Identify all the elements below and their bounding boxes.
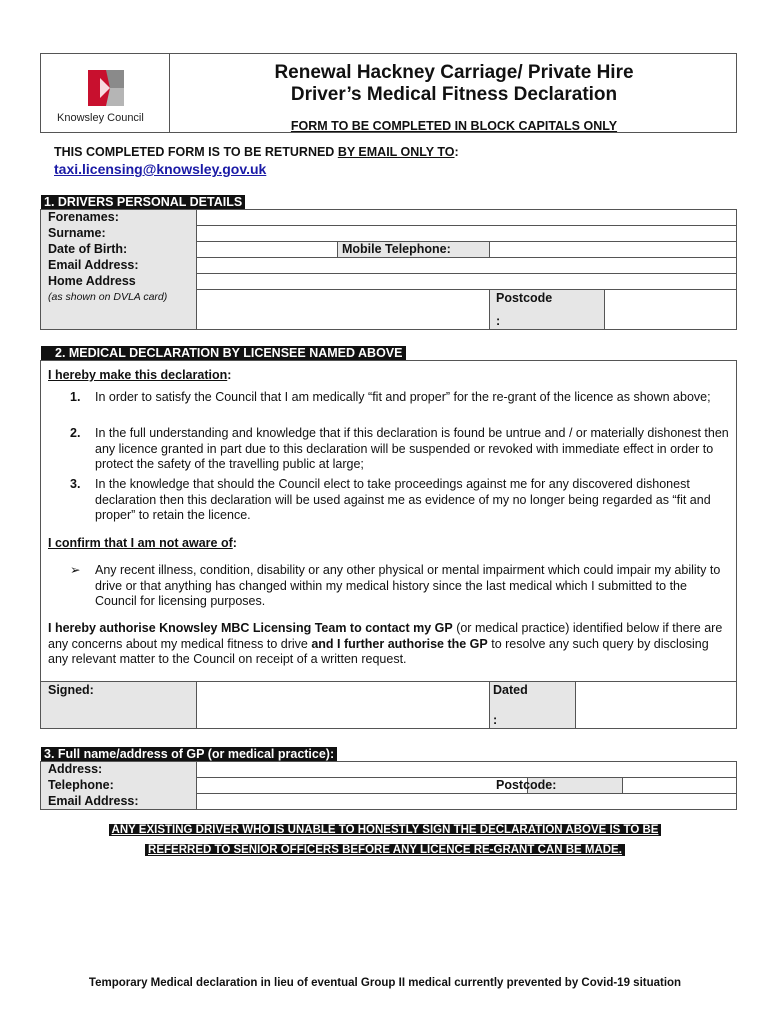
authorise-paragraph — [48, 621, 732, 668]
warning-line-2-text: REFERRED TO SENIOR OFFICERS BEFORE ANY LICENCE RE-GRANT CAN BE MADE. — [145, 844, 625, 856]
warning-line-1-text: ANY EXISTING DRIVER WHO IS UNABLE TO HONESTLY SIGN THE DECLARATION ABOVE IS TO BE — [109, 824, 662, 836]
return-notice — [54, 145, 459, 159]
section2-heading: 2. MEDICAL DECLARATION BY LICENSEE NAMED ABOVE — [41, 346, 406, 360]
surname-field[interactable] — [196, 225, 737, 242]
authorise-bold-2: and I further authorise the GP — [311, 636, 488, 651]
warning-line-2 — [0, 840, 770, 858]
warning-notice — [0, 820, 770, 858]
section3-table — [40, 761, 737, 810]
signature-row — [40, 681, 737, 729]
confirm-intro — [48, 536, 237, 552]
declaration-intro-colon: : — [227, 368, 232, 382]
authorise-bold-1: I hereby authorise Knowsley MBC Licensing Team to contact my GP — [48, 621, 453, 635]
dvla-note: (as shown on DVLA card) — [48, 291, 168, 303]
arrow-bullet-icon: ➢ — [70, 563, 81, 577]
page-subtitle: FORM TO BE COMPLETED IN BLOCK CAPITALS ONLY — [290, 119, 618, 133]
declaration-intro — [48, 368, 231, 384]
return-email-link[interactable]: taxi.licensing@knowsley.gov.uk — [54, 161, 267, 177]
gp-email-label: Email Address: — [48, 794, 139, 808]
section1-heading: 1. DRIVERS PERSONAL DETAILS — [41, 195, 245, 209]
address-field-line2[interactable] — [196, 289, 490, 330]
footer-note: Temporary Medical declaration in lieu of eventual Group II medical currently prevented by Covid-19 situation — [88, 977, 682, 989]
postcode-field[interactable] — [604, 289, 737, 330]
gp-email-field[interactable] — [196, 793, 737, 810]
declaration-intro-text: I hereby make this declaration — [48, 368, 228, 382]
confirm-bullet-item — [70, 563, 730, 610]
forenames-label: Forenames: — [48, 210, 119, 224]
mobile-field[interactable] — [489, 241, 737, 258]
declaration-item-number: 1. — [70, 390, 81, 404]
mobile-label: Mobile Telephone: — [342, 242, 451, 256]
gp-address-field[interactable] — [196, 761, 737, 778]
surname-label: Surname: — [48, 226, 106, 240]
declaration-item-number: 3. — [70, 477, 81, 491]
date-field[interactable] — [575, 681, 737, 729]
dob-field[interactable] — [196, 241, 338, 258]
header-title-box — [169, 53, 737, 133]
gp-telephone-label: Telephone: — [48, 778, 114, 792]
forenames-field[interactable] — [196, 209, 737, 226]
page-title-line1: Renewal Hackney Carriage/ Private Hire — [274, 62, 634, 83]
postcode-label: Postcode — [496, 291, 553, 305]
gp-postcode-label: Postcode: — [496, 778, 557, 792]
declaration-item-number: 2. — [70, 426, 81, 440]
authorise-text-1: (or medical practice) identified below if there are any concerns about my medical fitness to drive — [48, 621, 723, 651]
dated-label: Dated — [493, 683, 528, 697]
postcode-colon: : — [496, 314, 501, 328]
gp-address-label: Address: — [48, 762, 103, 776]
home-address-field[interactable] — [196, 273, 737, 290]
declaration-item-text: In order to satisfy the Council that I am medically “fit and proper” for the re-grant of the licence as shown above; — [95, 390, 711, 404]
section1-table — [40, 209, 737, 330]
warning-line-1 — [0, 820, 770, 838]
header-logo-box — [40, 53, 170, 133]
logo-text: Knowsley Council — [57, 112, 144, 124]
signed-label: Signed: — [48, 683, 94, 697]
confirm-bullet-text: Any recent illness, condition, disability or any other physical or mental impairment which could impair my ability to drive or that anything has changed within my medical history since the last medical which I submitted to the Council for licensing purposes. — [95, 563, 721, 608]
declaration-item-3 — [70, 477, 730, 524]
email-label: Email Address: — [48, 258, 139, 272]
declaration-item-text: In the full understanding and knowledge that if this declaration is found be untrue and / or materially dishonest then any licence granted in part due to this declaration will be suspended or revoked with immediate effect in order to protect the safety of the travelling public at large; — [95, 426, 729, 471]
dob-label: Date of Birth: — [48, 242, 128, 256]
return-notice-suffix: : — [454, 145, 459, 159]
dated-colon: : — [493, 713, 498, 727]
confirm-intro-colon: : — [232, 536, 237, 550]
declaration-item-1 — [70, 390, 730, 406]
authorise-text-2: to resolve any such query by disclosing any relevant matter to the Council on receipt of a written request. — [48, 636, 709, 666]
knowsley-logo-icon — [86, 68, 126, 108]
section3-heading: 3. Full name/address of GP (or medical practice): — [41, 747, 337, 761]
declaration-item-2 — [70, 426, 730, 473]
gp-telephone-field[interactable] — [196, 777, 528, 794]
email-field[interactable] — [196, 257, 737, 274]
declaration-item-text: In the knowledge that should the Council elect to take proceedings against me for any discovered dishonest declaration then this declaration will be used against me as evidence of my no longer being regarded as “fit and proper” to retain the licence. — [95, 477, 711, 522]
return-notice-prefix: THIS COMPLETED FORM IS TO BE RETURNED — [54, 145, 338, 159]
signature-field[interactable] — [196, 681, 490, 729]
gp-postcode-field[interactable] — [622, 777, 737, 794]
home-address-label: Home Address — [48, 274, 136, 288]
return-notice-emphasis: BY EMAIL ONLY TO — [337, 145, 455, 159]
confirm-intro-text: I confirm that I am not aware of — [48, 536, 233, 550]
page-title-line2: Driver’s Medical Fitness Declaration — [290, 84, 618, 105]
